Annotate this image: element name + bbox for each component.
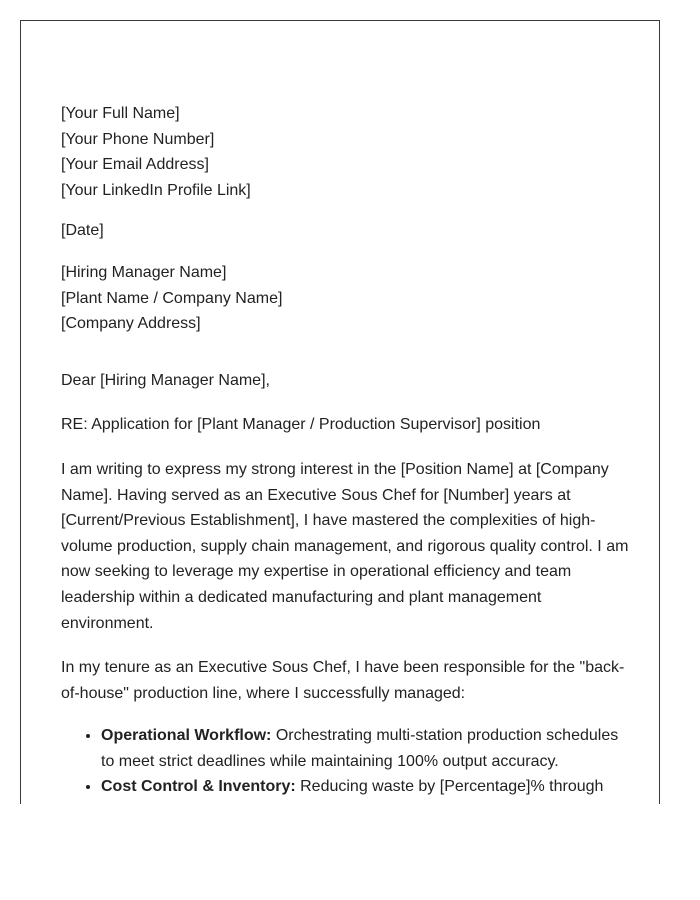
- recipient-block: [61, 260, 631, 337]
- cover-letter: [61, 101, 631, 800]
- sender-email: [Your Email Address]: [61, 156, 209, 174]
- intro-paragraph: I am writing to express my strong interest in the [Position Name] at [Company Name]. Having served as an Executive Sous Chef for [Number] years at [Current/Previous Establishment], I have mastered the complexities of high-volume production, supply chain management, and rigorous quality control. I am now seeking to leverage my expertise in operational efficiency and team leadership within a dedicated manufacturing and plant management environment.: [61, 460, 629, 632]
- recipient-name: [Hiring Manager Name]: [61, 263, 227, 281]
- sender-linkedin: [Your LinkedIn Profile Link]: [61, 181, 251, 199]
- salutation: Dear [Hiring Manager Name],: [61, 371, 270, 389]
- letter-date: [Date]: [61, 222, 104, 240]
- highlight-text: Orchestrating multi-station production schedules to meet strict deadlines while maintaining 100% output accuracy.: [101, 727, 619, 770]
- document-page: [20, 20, 660, 804]
- highlight-title: Operational Workflow:: [101, 727, 272, 745]
- subject-line: RE: Application for [Plant Manager / Production Supervisor] position: [61, 416, 541, 434]
- list-item: [101, 723, 631, 774]
- recipient-company: [Plant Name / Company Name]: [61, 289, 283, 307]
- recipient-address: [Company Address]: [61, 315, 201, 333]
- sender-phone: [Your Phone Number]: [61, 130, 215, 148]
- tenure-paragraph: In my tenure as an Executive Sous Chef, I have been responsible for the "back-of-house" production line, where I successfully managed:: [61, 659, 625, 702]
- highlight-title: Cost Control & Inventory:: [101, 778, 296, 796]
- highlight-text: Reducing waste by [Percentage]% through: [295, 778, 604, 796]
- list-item: [101, 774, 631, 800]
- highlights-list: [61, 723, 631, 800]
- sender-full-name: [Your Full Name]: [61, 105, 180, 122]
- sender-contact-block: [61, 101, 631, 203]
